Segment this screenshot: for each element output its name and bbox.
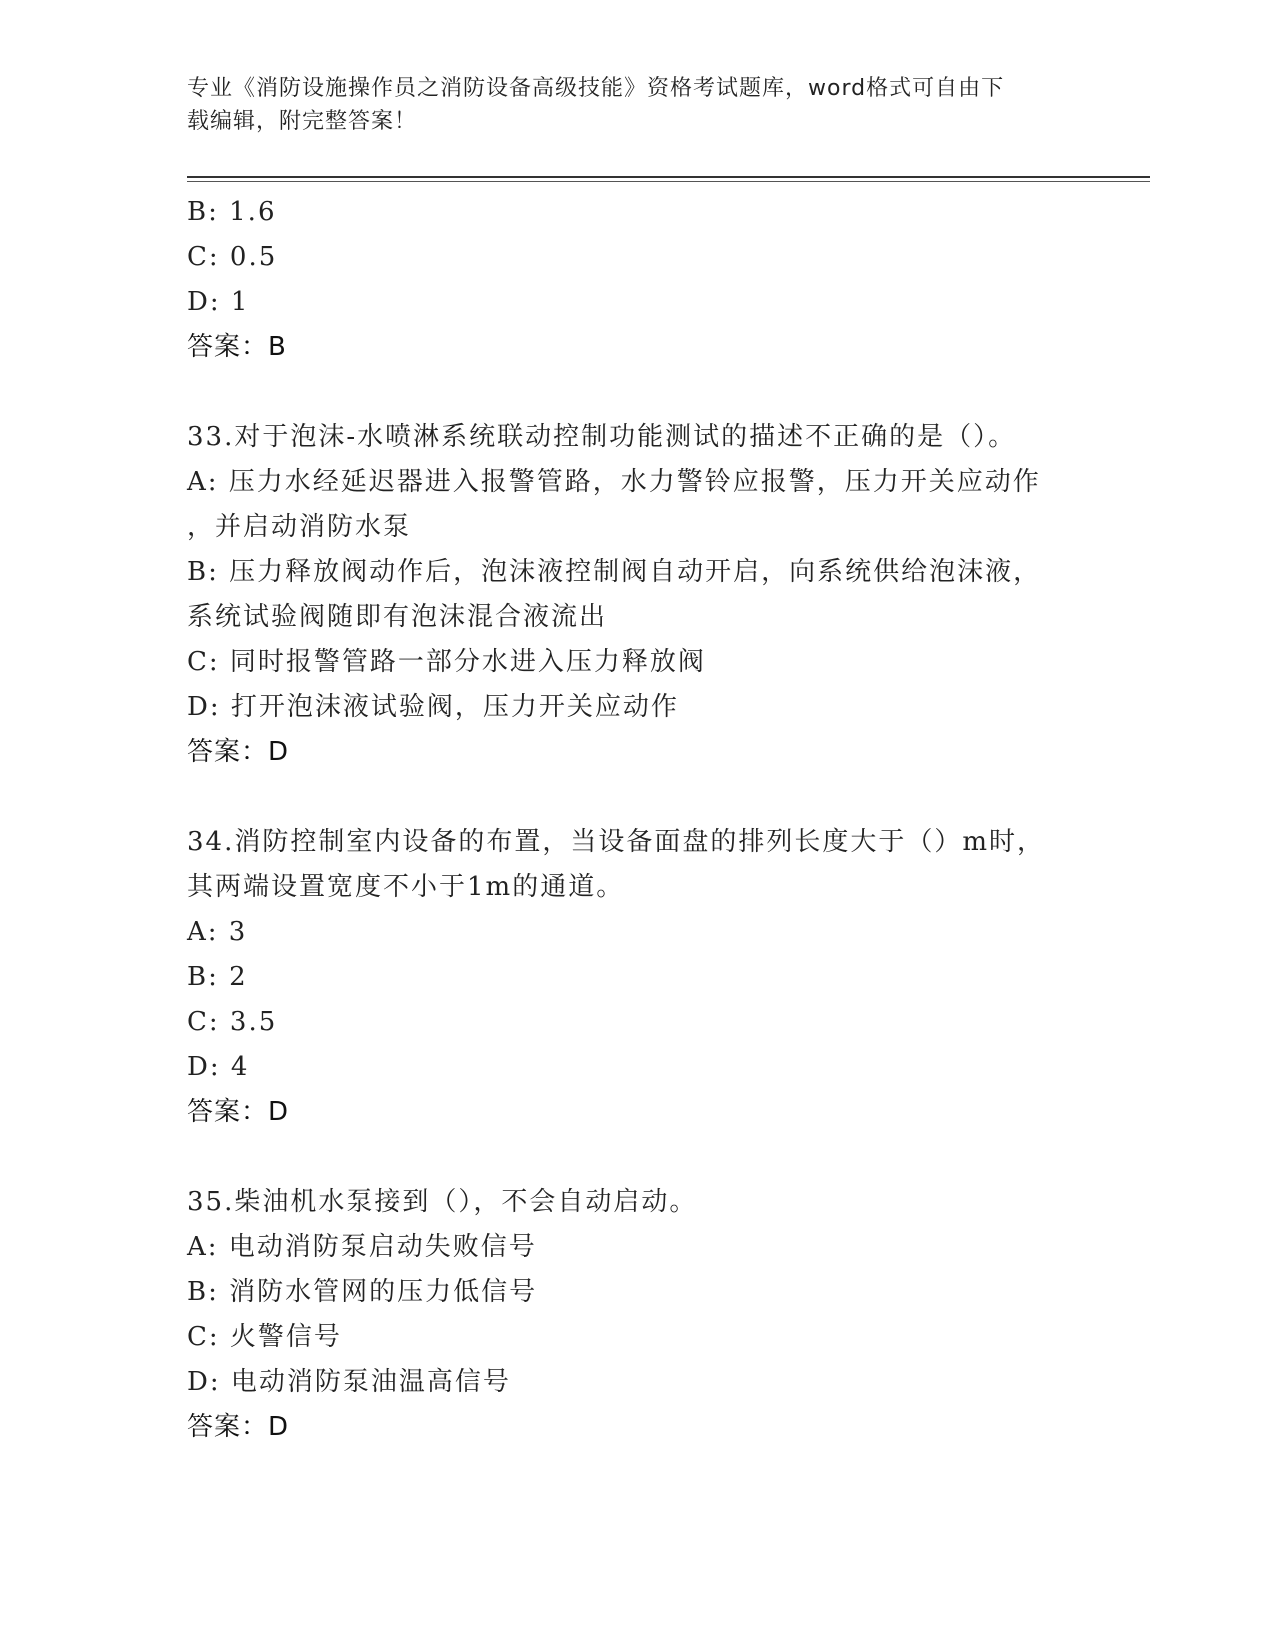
answer: 答案：D: [187, 1412, 290, 1442]
header-line-2: 载编辑，附完整答案！: [187, 109, 418, 134]
document-header: [187, 72, 1067, 138]
spacer: [187, 775, 1087, 820]
option-b: B: 压力释放阀动作后，泡沫液控制阀自动开启，向系统供给泡沫液，: [187, 557, 1042, 587]
option-b: B: 消防水管网的压力低信号: [187, 1277, 538, 1307]
answer: 答案：D: [187, 737, 290, 767]
option-b-continued: 系统试验阀随即有泡沫混合液流出: [187, 602, 608, 632]
option-d: D: 4: [187, 1052, 250, 1082]
option-c: C: 火警信号: [187, 1322, 342, 1352]
question-32: [187, 190, 1087, 370]
option-b: B: 2: [187, 962, 248, 992]
option-a: A: 3: [187, 917, 248, 947]
spacer: [187, 370, 1087, 415]
option-a: A: 压力水经延迟器进入报警管路，水力警铃应报警，压力开关应动作: [187, 467, 1041, 497]
question-stem: 34.消防控制室内设备的布置，当设备面盘的排列长度大于（）m时，: [187, 827, 1046, 857]
question-33: [187, 415, 1087, 775]
header-divider-thick: [187, 176, 1150, 178]
header-line-1: 专业《消防设施操作员之消防设备高级技能》资格考试题库，word格式可自由下: [187, 76, 1005, 101]
question-34: [187, 820, 1087, 1135]
answer: 答案：D: [187, 1097, 290, 1127]
answer: 答案：B: [187, 332, 287, 362]
spacer: [187, 1135, 1087, 1180]
option-a-continued: ，并启动消防水泵: [187, 512, 412, 542]
option-c: C: 同时报警管路一部分水进入压力释放阀: [187, 647, 706, 677]
option-a: A: 电动消防泵启动失败信号: [187, 1232, 537, 1262]
question-35: [187, 1180, 1087, 1450]
question-list: [187, 190, 1087, 1450]
option-b: B: 1.6: [187, 197, 277, 227]
question-stem: 35.柴油机水泵接到（），不会自动启动。: [187, 1187, 698, 1217]
option-c: C: 3.5: [187, 1007, 278, 1037]
header-divider-thin: [187, 181, 1150, 182]
question-stem: 33.对于泡沫-水喷淋系统联动控制功能测试的描述不正确的是（）。: [187, 422, 1017, 452]
question-stem-continued: 其两端设置宽度不小于1m的通道。: [187, 872, 625, 902]
option-d: D: 电动消防泵油温高信号: [187, 1367, 511, 1397]
option-d: D: 1: [187, 287, 250, 317]
option-d: D: 打开泡沫液试验阀，压力开关应动作: [187, 692, 679, 722]
option-c: C: 0.5: [187, 242, 278, 272]
